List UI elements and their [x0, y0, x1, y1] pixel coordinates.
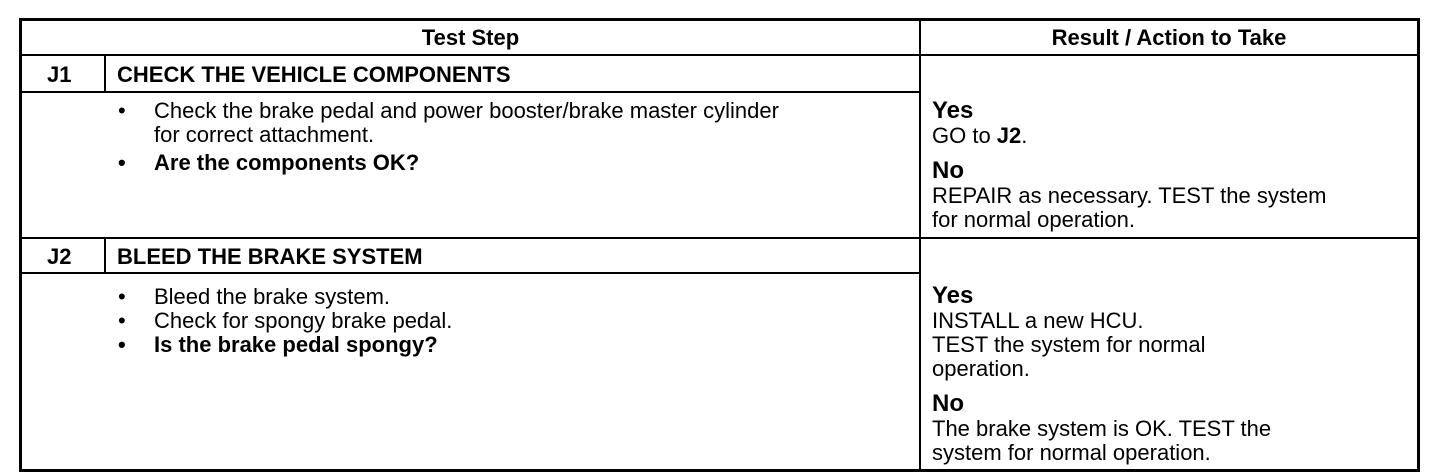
j2-title-rule [22, 272, 921, 274]
step-title: BLEED THE BRAKE SYSTEM [117, 244, 423, 269]
yes-label: Yes [932, 282, 974, 309]
yes-text-suffix: . [1021, 123, 1028, 148]
bullet-question [118, 151, 779, 175]
header-rule [22, 54, 1417, 56]
step-bullets [118, 285, 452, 357]
step-result [932, 98, 1327, 242]
bullet-question [118, 333, 452, 357]
j2-id-divider [104, 239, 106, 274]
yes-text-link: J2 [996, 123, 1022, 148]
bullet-text-line: Check the brake pedal and power booster/brake master cylinder [154, 98, 779, 123]
j1-title-rule [22, 91, 921, 93]
column-divider [919, 21, 921, 469]
diagnostic-table [19, 18, 1420, 472]
no-text-line: REPAIR as necessary. TEST the system [932, 183, 1327, 208]
step-bullets [118, 99, 779, 175]
step-result [932, 283, 1271, 475]
bullet-text: Are the components OK? [154, 150, 420, 175]
no-label: No [932, 390, 964, 417]
bullet-icon: • [118, 308, 126, 333]
step-id: J2 [47, 244, 72, 269]
no-text-line: for normal operation. [932, 207, 1135, 232]
bullet-item [118, 309, 452, 333]
yes-block [932, 283, 1271, 381]
no-block [932, 391, 1271, 465]
yes-text-line: INSTALL a new HCU. [932, 308, 1144, 333]
bullet-icon: • [118, 332, 126, 357]
bullet-item [118, 99, 779, 147]
no-text-line: The brake system is OK. TEST the [932, 416, 1272, 441]
header-test-step: Test Step [421, 25, 520, 50]
yes-text-prefix: GO to [932, 123, 997, 148]
j1-id-divider [104, 56, 106, 93]
yes-label: Yes [932, 97, 974, 124]
yes-text-line: operation. [932, 356, 1030, 381]
yes-block [932, 98, 1327, 148]
bullet-text-line: for correct attachment. [154, 122, 375, 147]
bullet-icon: • [118, 98, 126, 123]
step-title: CHECK THE VEHICLE COMPONENTS [117, 62, 511, 87]
header-result-action: Result / Action to Take [1051, 25, 1287, 50]
step-id: J1 [47, 62, 72, 87]
bullet-icon: • [118, 150, 126, 175]
bullet-text: Check for spongy brake pedal. [154, 308, 453, 333]
bullet-item [118, 285, 452, 309]
bullet-text: Bleed the brake system. [154, 284, 391, 309]
no-block [932, 158, 1327, 232]
yes-text-line: TEST the system for normal [932, 332, 1206, 357]
bullet-icon: • [118, 284, 126, 309]
bullet-text: Is the brake pedal spongy? [154, 332, 438, 357]
no-text-line: system for normal operation. [932, 440, 1211, 465]
no-label: No [932, 157, 964, 184]
